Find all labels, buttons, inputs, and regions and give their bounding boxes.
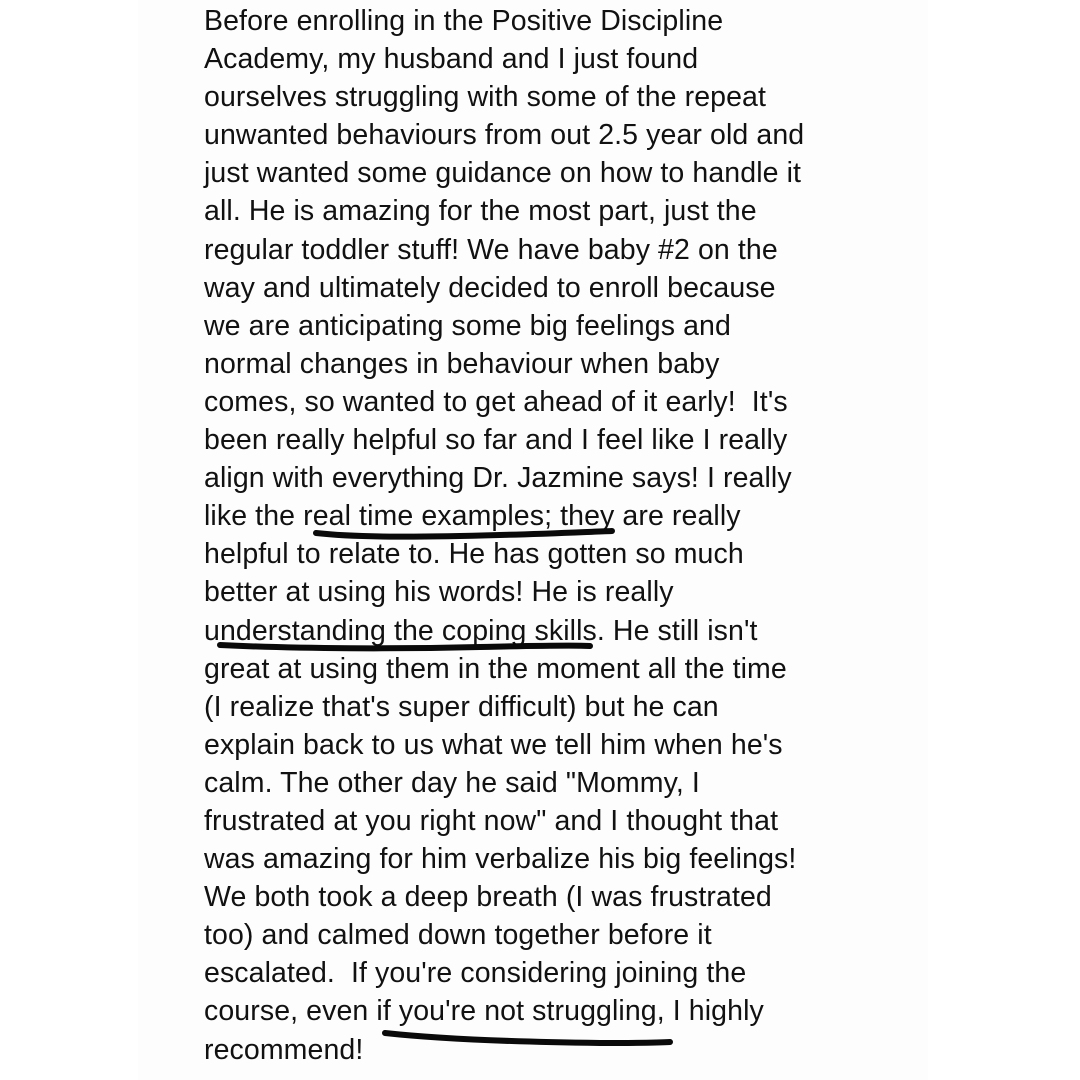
testimonial-line: regular toddler stuff! We have baby #2 on the bbox=[204, 233, 778, 266]
testimonial-line: ourselves struggling with some of the repeat bbox=[204, 81, 767, 114]
testimonial-line: align with everything Dr. Jazmine says! I really bbox=[204, 462, 792, 495]
testimonial-line: great at using them in the moment all the time bbox=[204, 652, 787, 685]
testimonial-line: too) and calmed down together before it bbox=[204, 919, 712, 952]
testimonial-line: understanding the coping skills. He still isn't bbox=[204, 614, 758, 647]
testimonial-text bbox=[204, 2, 884, 1069]
testimonial-line: comes, so wanted to get ahead of it early! It's bbox=[204, 385, 788, 418]
testimonial-line: way and ultimately decided to enroll because bbox=[204, 271, 776, 304]
testimonial-line: We both took a deep breath (I was frustrated bbox=[204, 881, 772, 914]
testimonial-line: Academy, my husband and I just found bbox=[204, 43, 699, 76]
testimonial-line: recommend! bbox=[204, 1033, 364, 1066]
testimonial-line: course, even if you're not struggling, I highly bbox=[204, 995, 764, 1028]
testimonial-line: helpful to relate to. He has gotten so much bbox=[204, 538, 744, 571]
testimonial-line: been really helpful so far and I feel like I really bbox=[204, 424, 788, 457]
testimonial-line: (I realize that's super difficult) but he can bbox=[204, 690, 719, 723]
testimonial-line: escalated. If you're considering joining the bbox=[204, 957, 747, 990]
testimonial-line: calm. The other day he said "Mommy, I bbox=[204, 766, 700, 799]
testimonial-line: explain back to us what we tell him when he's bbox=[204, 728, 783, 761]
testimonial-line: unwanted behaviours from out 2.5 year old and bbox=[204, 119, 805, 152]
testimonial-line: frustrated at you right now" and I thought that bbox=[204, 804, 779, 837]
testimonial-line: Before enrolling in the Positive Discipline bbox=[204, 5, 724, 37]
testimonial-line: just wanted some guidance on how to handle it bbox=[204, 157, 802, 190]
testimonial-line: like the real time examples; they are really bbox=[204, 500, 741, 533]
testimonial-line: we are anticipating some big feelings and bbox=[204, 309, 731, 342]
testimonial-line: all. He is amazing for the most part, just the bbox=[204, 195, 757, 228]
testimonial-line: was amazing for him verbalize his big feelings! bbox=[204, 843, 797, 876]
testimonial-line: normal changes in behaviour when baby bbox=[204, 347, 720, 380]
testimonial-line: better at using his words! He is really bbox=[204, 576, 674, 609]
